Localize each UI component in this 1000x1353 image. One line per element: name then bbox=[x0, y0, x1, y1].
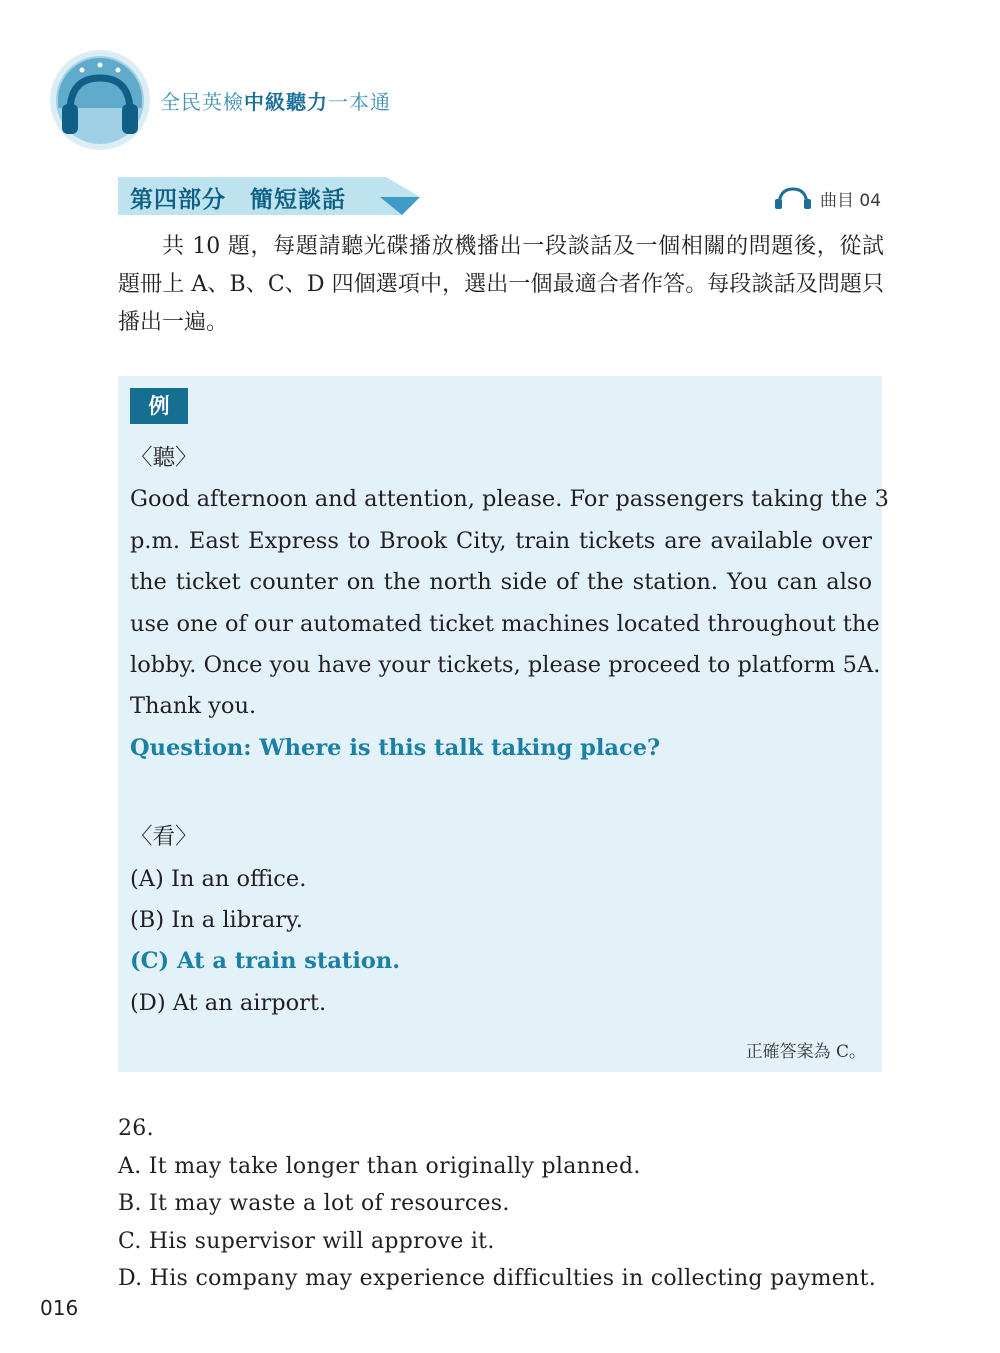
logo-badge bbox=[48, 48, 152, 152]
question-option: B. It may waste a lot of resources. bbox=[118, 1191, 510, 1216]
instructions bbox=[118, 228, 884, 342]
track-indicator bbox=[774, 185, 881, 211]
passage-line: the ticket counter on the north side of the station. You can also bbox=[130, 569, 872, 596]
example-body bbox=[130, 438, 889, 1024]
question-number: 26. bbox=[118, 1116, 154, 1141]
question-option: A. It may take longer than originally planned. bbox=[118, 1153, 641, 1179]
option-b: (B) In a library. bbox=[130, 907, 303, 934]
look-label: 〈看〉 bbox=[130, 824, 198, 851]
headphones-icon bbox=[48, 48, 152, 152]
example-question: Question: Where is this talk taking place? bbox=[130, 734, 661, 761]
option-c-correct: (C) At a train station. bbox=[130, 948, 401, 975]
question-26 bbox=[118, 1110, 878, 1298]
passage-line: lobby. Once you have your tickets, please proceed to platform 5A. bbox=[130, 652, 881, 679]
example-passage bbox=[130, 479, 889, 727]
passage-line: Thank you. bbox=[130, 693, 257, 720]
track-label: 曲目 04 bbox=[820, 190, 882, 211]
example-box bbox=[118, 376, 889, 1072]
headphones-icon bbox=[774, 186, 812, 210]
page-number: 016 bbox=[40, 1296, 79, 1320]
instructions-text: 共 10 題，每題請聽光碟播放機播出一段談話及一個相關的問題後，從試題冊上 A、B、C、D 四個選項中，選出一個最適合者作答。每段談話及問題只播出一遍。 bbox=[118, 234, 884, 335]
banner-arrow-icon bbox=[354, 177, 420, 217]
passage-line: Good afternoon and attention, please. For passengers taking the 3 bbox=[130, 486, 889, 513]
passage-line: use one of our automated ticket machines located throughout the bbox=[130, 610, 880, 637]
question-option: D. His company may experience difficulties in collecting payment. bbox=[118, 1266, 877, 1291]
passage-line: p.m. East Express to Brook City, train tickets are available over bbox=[130, 527, 872, 554]
option-d: (D) At an airport. bbox=[130, 989, 327, 1016]
question-option: C. His supervisor will approve it. bbox=[118, 1228, 495, 1254]
section-title: 第四部分 簡短談話 bbox=[130, 187, 346, 213]
option-a: (A) In an office. bbox=[130, 865, 307, 892]
listen-label: 〈聽〉 bbox=[130, 445, 198, 471]
answer-note: 正確答案為 C。 bbox=[745, 1042, 866, 1062]
book-title: 全民英檢中級聽力一本通 bbox=[160, 90, 391, 114]
section-banner bbox=[118, 177, 420, 217]
example-tag: 例 bbox=[130, 388, 188, 424]
